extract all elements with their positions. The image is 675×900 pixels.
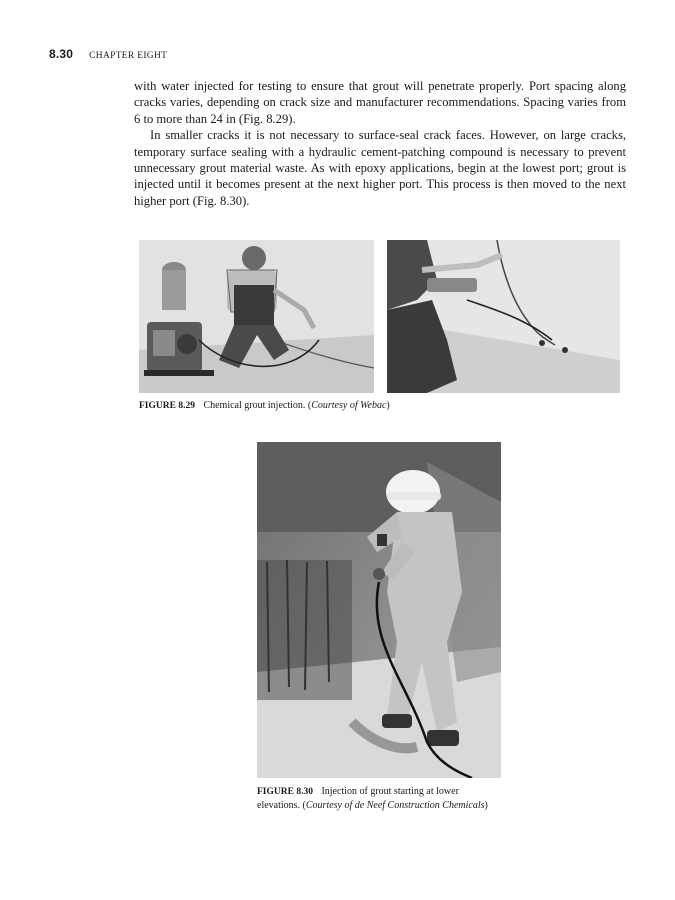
credit-close: ) [484,800,488,811]
figure-8-29-caption [139,399,619,413]
caption-credit: Courtesy of de Neef Construction Chemicals [305,800,485,811]
figure-8-30-caption [257,785,503,812]
figure-8-29-photo-left [139,240,374,393]
caption-text: Injection of grout starting at lower elevations. [257,786,459,811]
running-head [49,45,167,63]
figure-8-30-photo [257,442,501,778]
figure-label: FIGURE 8.29 [139,401,195,411]
credit-open: ( [302,800,306,811]
chapter-title: CHAPTER EIGHT [89,51,168,61]
page-number: 8.30 [49,47,74,61]
credit-open: ( [307,400,312,411]
paragraph: with water injected for testing to ensure that grout will penetrate properly. Port spacing along cracks varies, depending on crack size and manufacturer recommendations. Spacing varies from 6 to more than 24 in (Fig. 8.29). [134,79,626,126]
caption-credit: Courtesy of Webac [311,400,387,411]
body-text [134,78,626,209]
caption-text: Chemical grout injection. [203,400,306,411]
figure-label: FIGURE 8.30 [257,787,313,797]
paragraph: In smaller cracks it is not necessary to surface-seal crack faces. However, on large cracks, temporary surface sealing with a hydraulic cement-patching compound is necessary to prevent unnecessary grout material waste. As with epoxy applications, begin at the lowest port; grout is injected until it becomes present at the next higher port. This process is then moved to the next higher port (Fig. 8.30). [134,128,626,208]
figure-8-29-photo-right [387,240,620,393]
credit-close: ) [386,400,390,411]
